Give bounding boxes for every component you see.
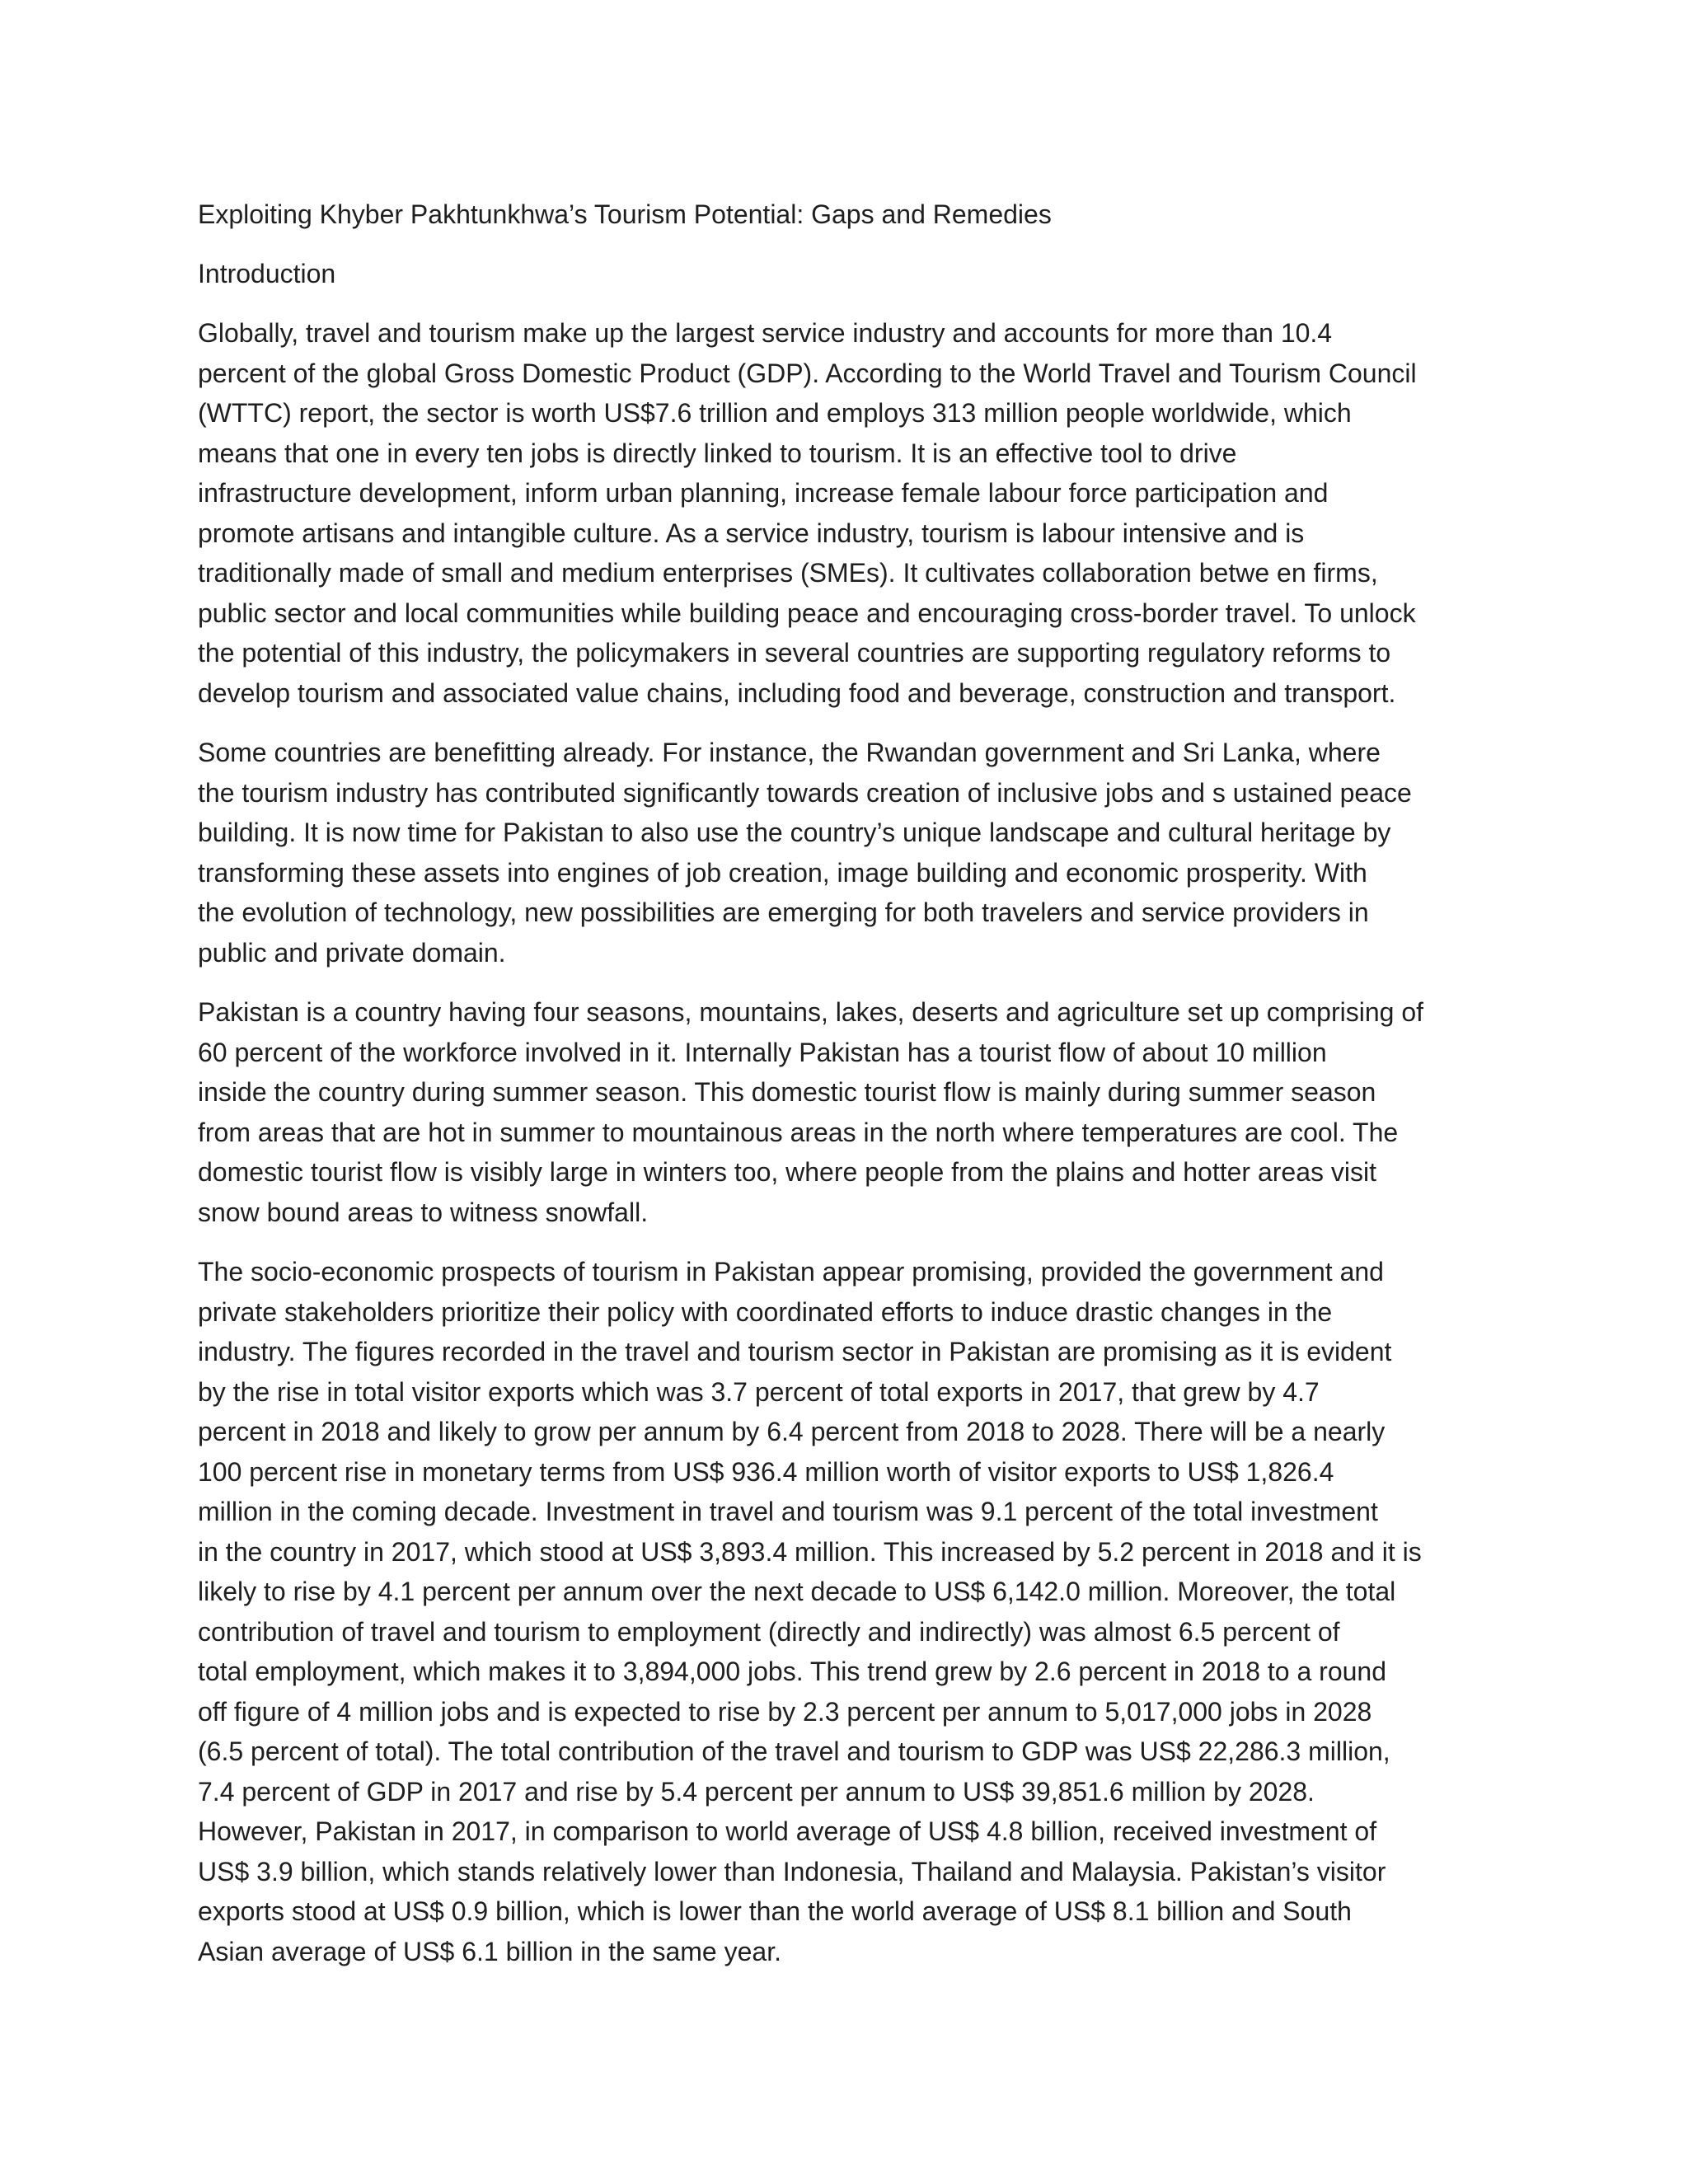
body-paragraph (198, 313, 1492, 713)
paragraph-line: promote artisans and intangible culture. As a service industry, tourism is labour intensive and is (198, 518, 1305, 548)
paragraph-line: by the rise in total visitor exports which was 3.7 percent of total exports in 2017, that grew by 4.7 (198, 1376, 1320, 1407)
document-title: Exploiting Khyber Pakhtunkhwa’s Tourism Potential: Gaps and Remedies (198, 199, 1052, 229)
paragraph-line: US$ 3.9 billion, which stands relatively lower than Indonesia, Thailand and Malaysia. Pakistan’s visitor (198, 1856, 1386, 1886)
paragraph-line: develop tourism and associated value chains, including food and beverage, construction and transport. (198, 677, 1396, 708)
paragraph-line: the potential of this industry, the policymakers in several countries are supporting regulatory reforms to (198, 638, 1391, 668)
paragraph-line: transforming these assets into engines of job creation, image building and economic prosperity. With (198, 857, 1367, 888)
paragraph-line: off figure of 4 million jobs and is expected to rise by 2.3 percent per annum to 5,017,000 jobs in 2028 (198, 1696, 1372, 1727)
paragraphs-container (198, 313, 1492, 1971)
section-heading-introduction: Introduction (198, 259, 336, 288)
paragraph-line: percent of the global Gross Domestic Product (GDP). According to the World Travel and Tourism Council (198, 358, 1417, 388)
body-paragraph (198, 1252, 1492, 1971)
paragraph-line: percent in 2018 and likely to grow per annum by 6.4 percent from 2018 to 2028. There will be a nearly (198, 1417, 1386, 1446)
paragraph-line: Pakistan is a country having four seasons, mountains, lakes, deserts and agriculture set up comprising of (198, 997, 1423, 1027)
paragraph-line: in the country in 2017, which stood at US$ 3,893.4 million. This increased by 5.2 percent in 2018 and it is (198, 1536, 1422, 1567)
paragraph-line: total employment, which makes it to 3,894,000 jobs. This trend grew by 2.6 percent in 2018 to a round (198, 1657, 1387, 1686)
document-body (198, 194, 1492, 1971)
paragraph-line: 100 percent rise in monetary terms from US$ 936.4 million worth of visitor exports to US$ 1,826.4 (198, 1456, 1334, 1487)
paragraph-line: traditionally made of small and medium enterprises (SMEs). It cultivates collaboration betwe en firms, (198, 558, 1378, 588)
paragraph-line: However, Pakistan in 2017, in comparison to world average of US$ 4.8 billion, received investment of (198, 1816, 1377, 1846)
paragraph-line: snow bound areas to witness snowfall. (198, 1197, 649, 1227)
paragraph-line: likely to rise by 4.1 percent per annum over the next decade to US$ 6,142.0 million. Moreover, the total (198, 1577, 1396, 1606)
paragraph-line: infrastructure development, inform urban planning, increase female labour force participation and (198, 478, 1329, 508)
paragraph-line: Some countries are benefitting already. For instance, the Rwandan government and Sri Lanka, where (198, 738, 1381, 767)
paragraph-line: Asian average of US$ 6.1 billion in the same year. (198, 1936, 781, 1966)
paragraph-line: The socio-economic prospects of tourism in Pakistan appear promising, provided the government and (198, 1257, 1384, 1286)
paragraph-line: public and private domain. (198, 937, 506, 968)
paragraph-line: from areas that are hot in summer to mountainous areas in the north where temperatures are cool. The (198, 1117, 1399, 1147)
paragraph-line: the evolution of technology, new possibilities are emerging for both travelers and service providers in (198, 898, 1369, 927)
paragraph-line: domestic tourist flow is visibly large in winters too, where people from the plains and hotter areas visit (198, 1157, 1376, 1187)
paragraph-line: 60 percent of the workforce involved in it. Internally Pakistan has a tourist flow of about 10 million (198, 1037, 1327, 1067)
body-paragraph (198, 992, 1492, 1232)
paragraph-line: million in the coming decade. Investment in travel and tourism was 9.1 percent of the total investment (198, 1497, 1378, 1526)
paragraph-line: (WTTC) report, the sector is worth US$7.6 trillion and employs 313 million people worldwide, which (198, 398, 1352, 428)
paragraph-line: inside the country during summer season. This domestic tourist flow is mainly during summer season (198, 1077, 1376, 1107)
paragraph-line: public sector and local communities while building peace and encouraging cross-border travel. To unlock (198, 598, 1416, 628)
paragraph-line: private stakeholders prioritize their policy with coordinated efforts to induce drastic changes in the (198, 1296, 1333, 1327)
paragraph-line: exports stood at US$ 0.9 billion, which is lower than the world average of US$ 8.1 billion and South (198, 1896, 1352, 1926)
paragraph-line: (6.5 percent of total). The total contribution of the travel and tourism to GDP was US$ 22,286.3 million, (198, 1736, 1390, 1766)
paragraph-line: contribution of travel and tourism to employment (directly and indirectly) was almost 6.5 percent of (198, 1616, 1340, 1647)
body-paragraph (198, 733, 1492, 972)
paragraph-line: 7.4 percent of GDP in 2017 and rise by 5.4 percent per annum to US$ 39,851.6 million by 2028. (198, 1776, 1315, 1807)
paragraph-line: industry. The figures recorded in the travel and tourism sector in Pakistan are promising as it is evident (198, 1337, 1392, 1366)
paragraph-line: building. It is now time for Pakistan to also use the country’s unique landscape and cultural heritage by (198, 818, 1391, 847)
paragraph-line: Globally, travel and tourism make up the largest service industry and accounts for more than 10.4 (198, 318, 1333, 348)
paragraph-line: the tourism industry has contributed significantly towards creation of inclusive jobs and s ustained peace (198, 777, 1412, 808)
paragraph-line: means that one in every ten jobs is directly linked to tourism. It is an effective tool to drive (198, 438, 1237, 468)
